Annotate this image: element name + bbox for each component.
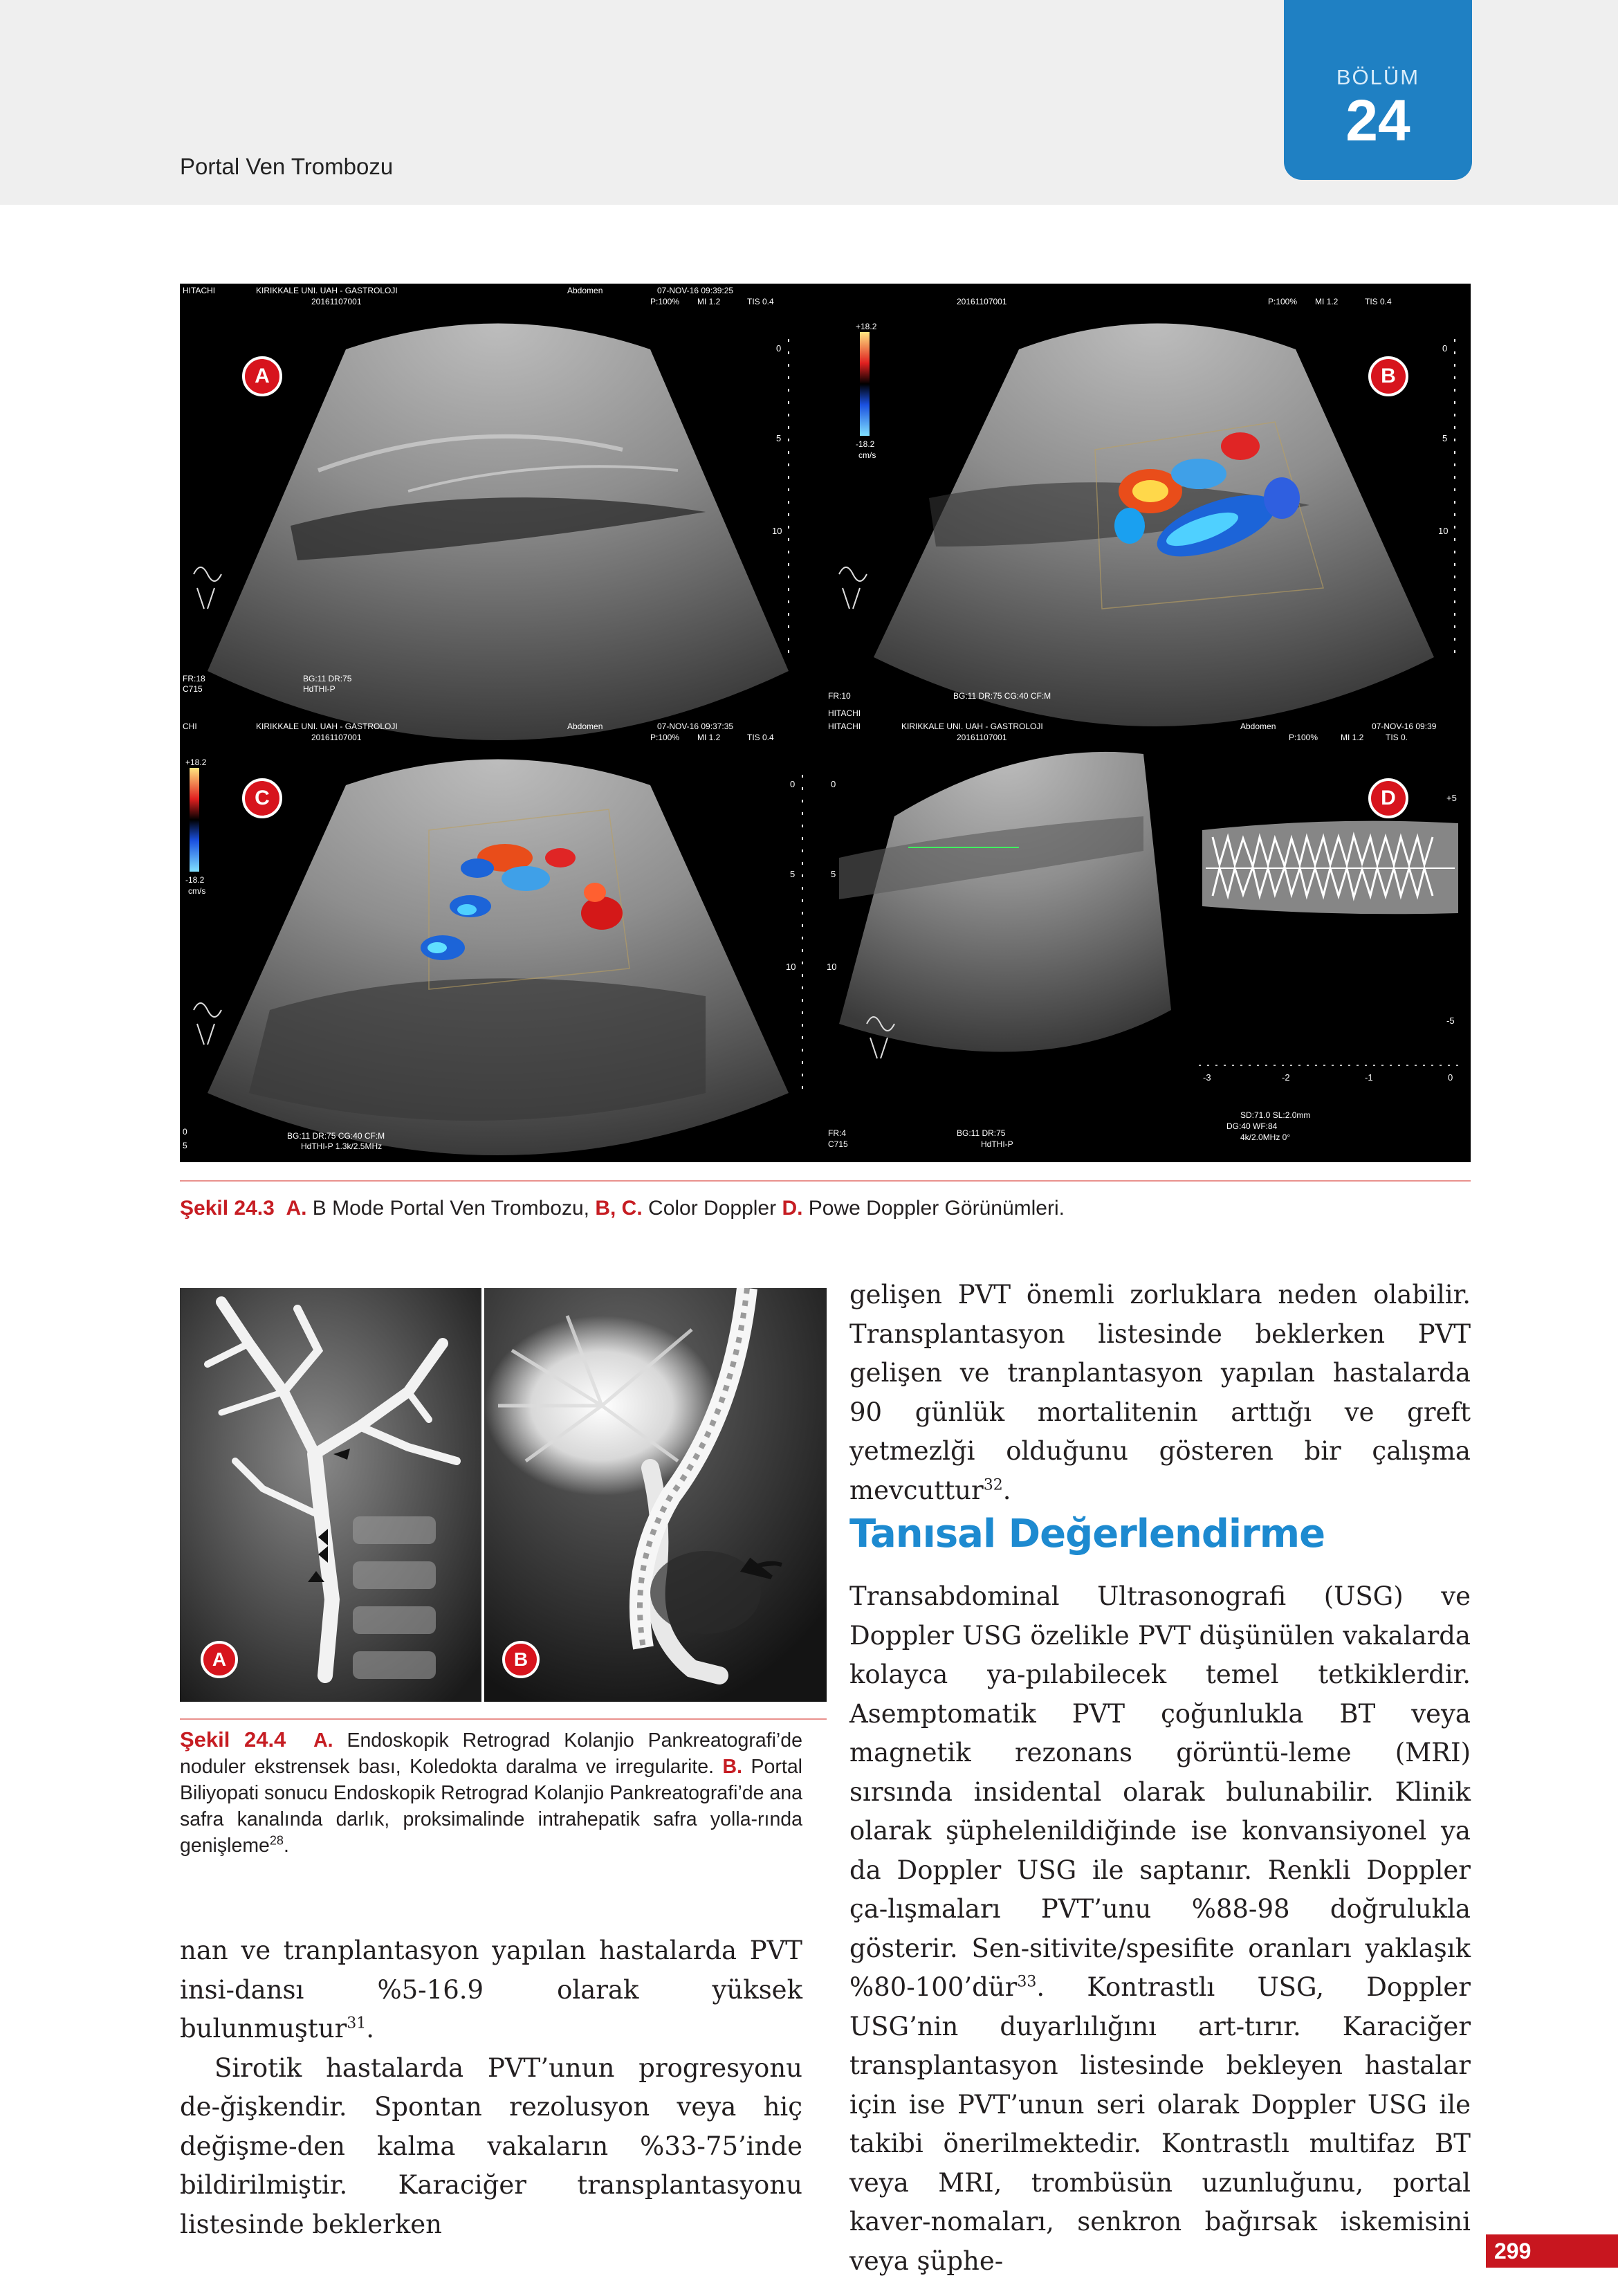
cholangiogram-panel-a [180, 1288, 481, 1702]
left-column [180, 1931, 802, 2244]
us-c-bottom-left-2: 5 [183, 1141, 187, 1150]
figure-4-caption [180, 1727, 802, 1859]
chapter-tab [1284, 0, 1472, 180]
caption-key-a: A. [286, 1197, 307, 1220]
figure-3-panel-d-label: D [1368, 778, 1408, 818]
us-b-depth-0: 0 [1442, 343, 1448, 353]
us-d-depth-0: 0 [831, 779, 836, 789]
reference-32: 32 [983, 1476, 1003, 1494]
us-a-tis: TIS 0.4 [747, 297, 774, 306]
caption-key-b: B. [722, 1756, 743, 1778]
caption-text-bc: Color Doppler [642, 1197, 782, 1220]
paragraph-sirotik [180, 2049, 802, 2245]
us-d-machine: HITACHI [828, 722, 861, 731]
us-d-mi: MI 1.2 [1341, 733, 1364, 742]
figure-3-panel-a-label: A [242, 356, 282, 396]
caption-text-a: Endoskopik Retrograd Kolanjio Pankreatografi’de noduler ekstrensek bası, Koledokta daralma ve irregularite. [180, 1729, 802, 1778]
us-b-frame-rate: FR:10 [828, 691, 851, 701]
caption-key-bc: B, C. [595, 1197, 643, 1220]
us-d-doppler-info-3: 4k/2.0MHz 0° [1240, 1132, 1291, 1142]
us-a-probe: C715 [183, 684, 203, 694]
paragraph-text: Sirotik hastalarda PVT’unun progresyonu de-ğişkendir. Spontan rezolusyon veya hiç değişme-den kalma vakaların %33-75’inde bildirilmiştir. Karaciğer transplantasyonu listesinde beklerken [180, 2052, 802, 2239]
caption-text-a: B Mode Portal Ven Trombozu, [306, 1197, 596, 1220]
us-d-gain: BG:11 DR:75 [957, 1128, 1006, 1138]
us-panel-a [183, 286, 789, 740]
us-a-timestamp: 07-NOV-16 09:39:25 [657, 286, 734, 295]
running-title: Portal Ven Trombozu [180, 154, 394, 179]
us-b-mi: MI 1.2 [1315, 297, 1339, 306]
us-d-time-neg2: -2 [1282, 1072, 1290, 1083]
paragraph-text: gelişen PVT önemli zorluklara neden olabilir. Transplantasyon listesinde beklerken PVT gelişen ve tranplantasyon yapılan hastalarda 90 günlük mortalitenin arttığı ve greft yetmezlği olduğunu gösteren bir çalışma mevcuttur [849, 1280, 1471, 1505]
us-panel-b [828, 297, 1455, 726]
paragraph-diagnosis [849, 1577, 1471, 2281]
figure-4-caption-rule [180, 1718, 827, 1720]
section-heading: Tanısal Değerlendirme [849, 1512, 1325, 1556]
figure-4-panel-a-label: A [201, 1641, 238, 1678]
body-marker-icon [839, 567, 867, 609]
us-b-power: P:100% [1268, 297, 1298, 306]
us-a-institution: KIRIKKALE UNI. UAH - GASTROLOJI [256, 286, 398, 295]
page-number: 299 [1486, 2234, 1618, 2268]
us-c-gain: BG:11 DR:75 CG:40 CF:M [287, 1131, 385, 1141]
body-marker-icon [194, 1003, 221, 1045]
paragraph-text: Transabdominal Ultrasonografi (USG) ve Doppler USG özelikle PVT düşünülen vakalarda kolayca ya-pılabilecek temel tetkiklerdir. Asemptomatik PVT çoğunlukla BT veya magnetik rezonans görüntü-leme (MRI) sırsında insidental olarak bulunabilir. Klinik olarak şüphelenildiğinde ise konvansiyonel ya da Doppler USG ile saptanır. Renkli Doppler ça-lışmaları PVT’unu %88-98 doğrulukla gösterir. Sen-sitivite/spesifite oranları yaklaşık %80-100’dür [849, 1581, 1471, 2002]
body-marker-icon [194, 567, 221, 609]
us-b-depth-10: 10 [1438, 526, 1449, 536]
paragraph-text-continued: . Kontrastlı USG, Doppler USG’nin duyarlılığını art-tırır. Karaciğer transplantasyon listesinde bekleyen hastalar için ise PVT’unun seri olarak Doppler USG ile takibi önerilmektedir. Kontrastlı multifaz BT veya MRI, trombüsün uzunluğunu, portal kaver-nomaları, senkron bağırsak iskemisini veya şüphe- [849, 1972, 1471, 2276]
us-c-study-id: 20161107001 [311, 733, 362, 742]
figure-4-caption-label: Şekil 24.4 [180, 1727, 286, 1752]
us-c-region: Abdomen [567, 722, 603, 731]
paragraph-pvt-incidence [180, 1931, 802, 2049]
reference-33: 33 [1017, 1973, 1037, 1991]
paragraph-pvt-transplant [849, 1276, 1471, 1510]
us-b-machine: HITACHI [828, 708, 861, 718]
right-column-bottom [849, 1577, 1471, 2281]
us-d-doppler-info-1: SD:71.0 SL:2.0mm [1240, 1110, 1311, 1120]
cholangiogram-panel-b [484, 1288, 827, 1702]
us-b-scale-top: +18.2 [856, 322, 877, 331]
us-d-tis: TIS 0. [1386, 733, 1408, 742]
figure-3-caption-label: Şekil 24.3 [180, 1197, 275, 1220]
caption-key-a: A. [313, 1729, 333, 1752]
us-a-study-id: 20161107001 [311, 297, 362, 306]
us-a-mode: HdTHI-P [303, 684, 335, 694]
us-c-depth-5: 5 [790, 869, 796, 879]
caption-text-b: Portal Biliyopati sonucu Endoskopik Retrograd Kolanjio Pankreatografi’de ana safra kanalında darlık, proksimalinde intrahepatik safra yolla-rında genişleme [180, 1756, 802, 1857]
us-c-depth-0: 0 [790, 779, 796, 789]
color-scale-bar [860, 332, 870, 436]
doppler-spectrum-waveform [1202, 821, 1458, 915]
us-d-timestamp: 07-NOV-16 09:39 [1372, 722, 1437, 731]
caption-reference: 28 [269, 1833, 284, 1848]
us-a-region: Abdomen [567, 286, 603, 295]
caption-end: . [283, 1835, 289, 1857]
chapter-number: 24 [1345, 88, 1410, 153]
us-a-machine: HITACHI [183, 286, 216, 295]
us-c-machine: CHI [183, 722, 197, 731]
chapter-label: BÖLÜM [1336, 65, 1420, 89]
figure-3-caption-rule [180, 1180, 1471, 1182]
figure-3-caption [180, 1197, 1065, 1220]
us-c-bottom-left-1: 0 [183, 1127, 187, 1137]
caption-key-d: D. [782, 1197, 803, 1220]
us-d-doppler-top: +5 [1446, 793, 1457, 803]
us-c-depth-10: 10 [786, 962, 796, 972]
us-b-scale-unit: cm/s [858, 450, 876, 460]
figure-4-panel-b-label: B [502, 1641, 540, 1678]
us-d-mode: HdTHI-P [981, 1139, 1013, 1149]
us-b-gain: BG:11 DR:75 CG:40 CF:M [953, 691, 1051, 701]
us-b-tis: TIS 0.4 [1365, 297, 1392, 306]
us-c-timestamp: 07-NOV-16 09:37:35 [657, 722, 734, 731]
us-a-depth-5: 5 [776, 433, 782, 443]
us-d-power: P:100% [1289, 733, 1318, 742]
us-c-power: P:100% [650, 733, 680, 742]
us-b-depth-5: 5 [1442, 433, 1448, 443]
figure-3-panel-c-label: C [242, 778, 282, 818]
paragraph-text: nan ve tranplantasyon yapılan hastalarda PVT insi-dansı %5-16.9 olarak yüksek bulunmuştur [180, 1936, 802, 2044]
us-a-power: P:100% [650, 297, 680, 306]
us-c-scale-bottom: -18.2 [185, 875, 205, 885]
us-d-frame-rate: FR:4 [828, 1128, 847, 1138]
right-column-top [849, 1276, 1471, 1510]
us-d-time-neg1: -1 [1365, 1072, 1373, 1083]
us-d-depth-5: 5 [831, 869, 836, 879]
us-c-mi: MI 1.2 [697, 733, 721, 742]
us-c-scale-unit: cm/s [188, 886, 206, 896]
us-d-time-neg3: -3 [1203, 1072, 1211, 1083]
us-d-region: Abdomen [1240, 722, 1276, 731]
us-a-depth-10: 10 [772, 526, 782, 536]
figure-24-4-cholangiogram [180, 1288, 827, 1702]
us-a-depth-0: 0 [776, 343, 782, 353]
us-d-depth-10: 10 [827, 962, 837, 972]
us-c-mode: HdTHI-P 1.3k/2.5MHz [301, 1141, 383, 1151]
figure-3-panel-b-label: B [1368, 356, 1408, 396]
paragraph-end: . [366, 2014, 375, 2044]
caption-text-d: Powe Doppler Görünümleri. [802, 1197, 1065, 1220]
us-b-study-id: 20161107001 [957, 297, 1007, 306]
reference-31: 31 [347, 2014, 367, 2032]
us-c-institution: KIRIKKALE UNI. UAH - GASTROLOJI [256, 722, 398, 731]
color-scale-bar [190, 768, 199, 872]
paragraph-end: . [1002, 1475, 1011, 1505]
us-d-doppler-bottom: -5 [1446, 1016, 1455, 1026]
us-d-doppler-info-2: DG:40 WF:84 [1226, 1121, 1278, 1131]
us-d-probe: C715 [828, 1139, 848, 1149]
us-c-tis: TIS 0.4 [747, 733, 774, 742]
figure-24-3-ultrasound [180, 284, 1471, 1162]
us-b-scale-bottom: -18.2 [856, 439, 875, 449]
us-a-mi: MI 1.2 [697, 297, 721, 306]
us-d-institution: KIRIKKALE UNI. UAH - GASTROLOJI [901, 722, 1043, 731]
us-a-gain: BG:11 DR:75 [303, 674, 352, 683]
us-c-scale-top: +18.2 [185, 757, 207, 767]
us-a-frame-rate: FR:18 [183, 674, 205, 683]
us-d-study-id: 20161107001 [957, 733, 1007, 742]
us-d-time-0: 0 [1448, 1072, 1453, 1083]
